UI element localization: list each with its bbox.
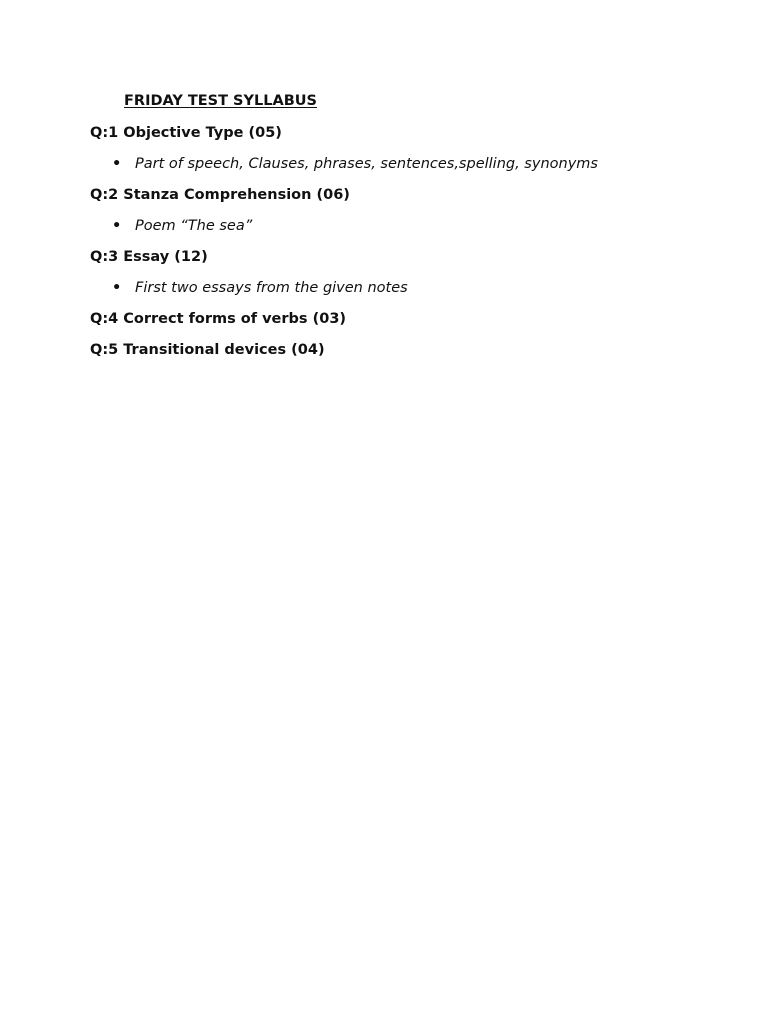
question-1-heading: Q:1 Objective Type (05) <box>90 125 282 141</box>
question-5-heading: Q:5 Transitional devices (04) <box>90 342 325 358</box>
bullet-icon: • <box>112 218 122 234</box>
bullet-icon: • <box>112 156 122 172</box>
question-3-detail: First two essays from the given notes <box>135 280 408 296</box>
question-1-detail: Part of speech, Clauses, phrases, sentences,spelling, synonyms <box>135 156 598 172</box>
question-3-detail-item <box>112 279 408 297</box>
question-1-detail-item <box>112 155 598 173</box>
question-3-heading: Q:3 Essay (12) <box>90 249 208 265</box>
document-title: FRIDAY TEST SYLLABUS <box>124 93 317 109</box>
question-2-detail: Poem “The sea” <box>135 218 253 234</box>
question-2-detail-item <box>112 217 252 235</box>
question-2-heading: Q:2 Stanza Comprehension (06) <box>90 187 350 203</box>
question-4-heading: Q:4 Correct forms of verbs (03) <box>90 311 347 327</box>
bullet-icon: • <box>112 280 122 296</box>
